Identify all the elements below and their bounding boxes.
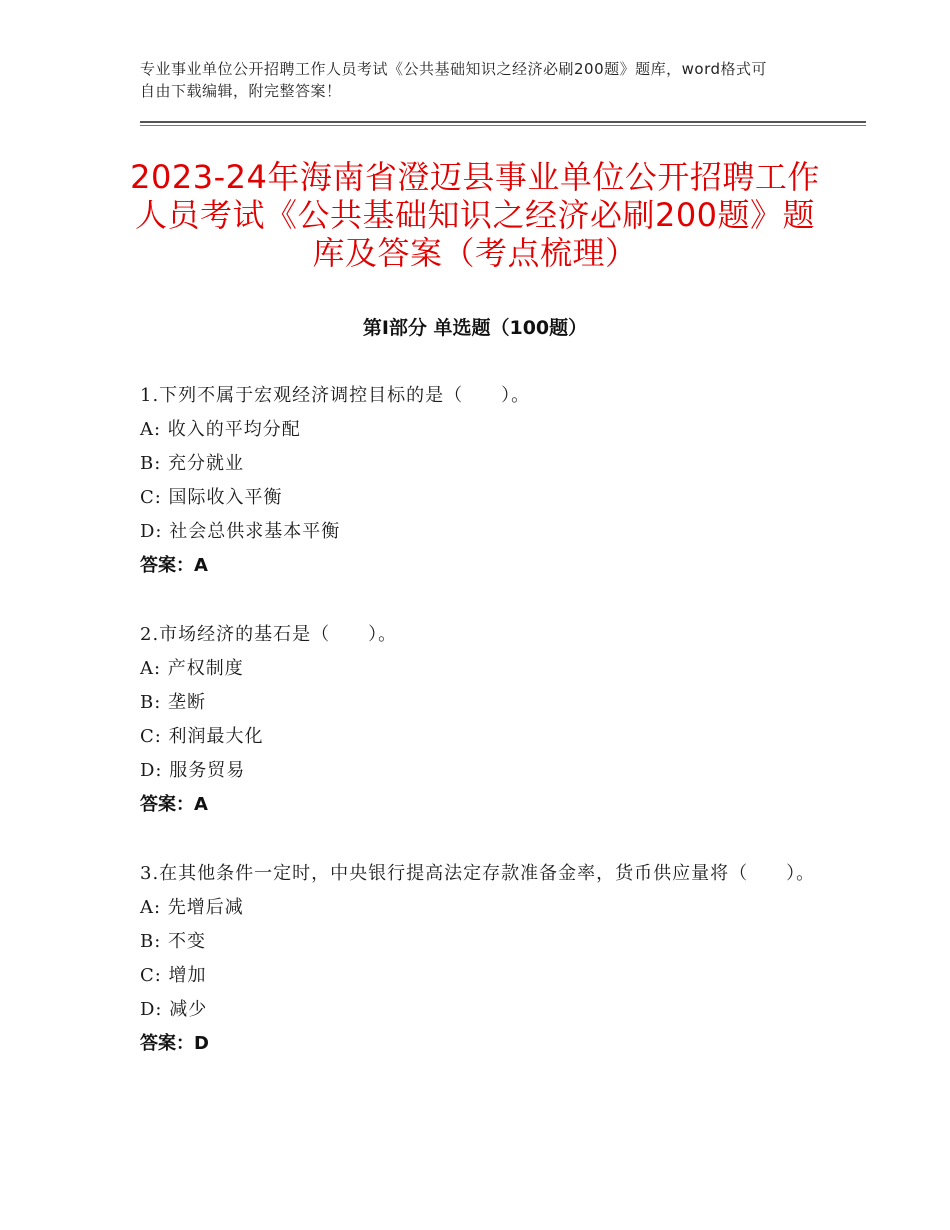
option-b: B: 不变 <box>140 931 207 952</box>
option-d: D: 服务贸易 <box>140 760 246 781</box>
question-2 <box>140 618 820 822</box>
option-c: C: 增加 <box>140 965 207 986</box>
option-b: B: 垄断 <box>140 692 207 713</box>
question-1 <box>140 379 820 583</box>
section-title: 第Ⅰ部分 单选题（100题） <box>362 317 588 339</box>
option-c: C: 利润最大化 <box>140 726 264 747</box>
option-b: B: 充分就业 <box>140 453 245 474</box>
answer-label: 答案：A <box>140 794 208 815</box>
question-stem: 2.市场经济的基石是（ ）。 <box>140 624 398 645</box>
question-stem: 1.下列不属于宏观经济调控目标的是（ ）。 <box>140 385 531 406</box>
option-a: A: 产权制度 <box>140 658 244 679</box>
header-divider-thin <box>140 125 866 126</box>
option-c: C: 国际收入平衡 <box>140 487 283 508</box>
answer-label: 答案：A <box>140 555 208 576</box>
header-note: 专业事业单位公开招聘工作人员考试《公共基础知识之经济必刷200题》题库，word格式可自由下载编辑，附完整答案！ <box>140 60 768 100</box>
page-title: 2023-24年海南省澄迈县事业单位公开招聘工作人员考试《公共基础知识之经济必刷200题》题库及答案（考点梳理） <box>130 158 820 272</box>
question-3 <box>140 857 820 1061</box>
header-divider <box>140 121 866 123</box>
option-d: D: 社会总供求基本平衡 <box>140 521 341 542</box>
option-d: D: 减少 <box>140 999 208 1020</box>
option-a: A: 先增后减 <box>140 897 244 918</box>
option-a: A: 收入的平均分配 <box>140 419 301 440</box>
question-stem: 3.在其他条件一定时，中央银行提高法定存款准备金率，货币供应量将（ ）。 <box>140 863 816 884</box>
answer-label: 答案：D <box>140 1033 209 1054</box>
